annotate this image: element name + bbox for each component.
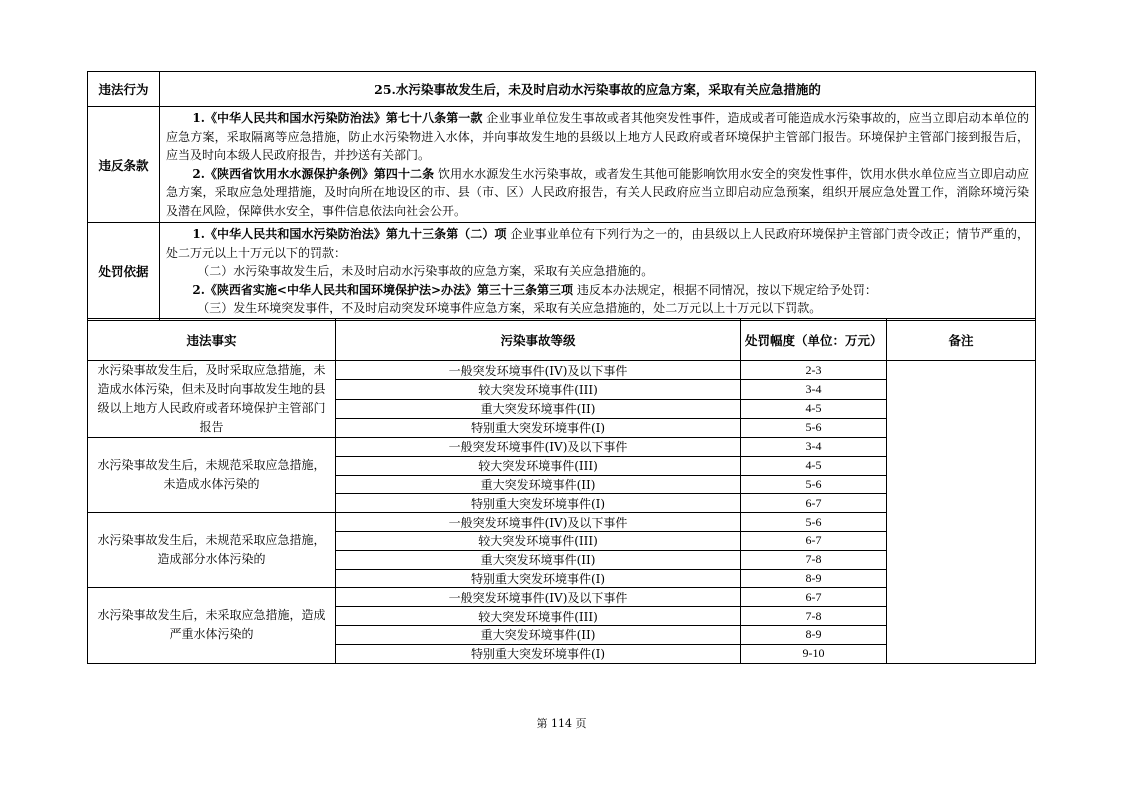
penalty-basis-text	[160, 223, 1036, 321]
range-cell: 4-5	[741, 456, 887, 475]
basis-2-sub-item: （三）发生环境突发事件，不及时启动突发环境事件应急方案，采取有关应急措施的，处二万元以上十万元以下罚款。	[197, 301, 822, 315]
violated-provisions-label: 违反条款	[88, 107, 160, 223]
range-cell: 3-4	[741, 438, 887, 457]
provision-1-heading: 1.《中华人民共和国水污染防治法》第七十八条第一款	[192, 111, 483, 125]
basis-2-body: 违反本办法规定，根据不同情况，按以下规定给予处罚：	[576, 282, 877, 297]
range-cell: 6-7	[741, 531, 887, 550]
fact-cell: 水污染事故发生后，未采取应急措施，造成严重水体污染的	[88, 588, 336, 663]
note-cell	[887, 361, 1036, 664]
header-note: 备注	[887, 319, 1036, 361]
level-cell: 较大突发环境事件(III)	[336, 531, 741, 550]
range-cell: 6-7	[741, 588, 887, 607]
level-cell: 较大突发环境事件(III)	[336, 380, 741, 399]
violated-provisions-text	[160, 107, 1036, 223]
violation-label: 违法行为	[88, 72, 160, 107]
level-cell: 一般突发环境事件(IV)及以下事件	[336, 438, 741, 457]
range-cell: 5-6	[741, 513, 887, 532]
level-cell: 特别重大突发环境事件(I)	[336, 418, 741, 437]
provision-2-heading: 2.《陕西省饮用水水源保护条例》第四十二条	[192, 166, 435, 181]
provision-2-body: 饮用水水源发生水污染事故，或者发生其他可能影响饮用水安全的突发性事件，饮用水供水单位应当立即启动应急方案，采取应急处理措施，及时向所在地设区的市、县（市、区）人民政府报告，有关人民政府应当立即启动应急预案，组织开展应急处置工作，消除环境污染及潜在风险，保障供水安全，事件信息依法向社会公开。	[166, 166, 1029, 218]
range-cell: 5-6	[741, 418, 887, 437]
header-range: 处罚幅度（单位：万元）	[741, 319, 887, 361]
level-cell: 较大突发环境事件(III)	[336, 607, 741, 626]
table-row	[88, 361, 1036, 380]
basis-1-body: 企业事业单位有下列行为之一的，由县级以上人民政府环境保护主管部门责令改正；情节严重的，处二万元以上十万元以下的罚款：	[166, 227, 1029, 260]
range-cell: 2-3	[741, 361, 887, 380]
fact-cell: 水污染事故发生后，及时采取应急措施，未造成水体污染，但未及时向事故发生地的县级以上地方人民政府或者环境保护主管部门报告	[88, 361, 336, 438]
level-cell: 较大突发环境事件(III)	[336, 456, 741, 475]
range-cell: 5-6	[741, 475, 887, 494]
fact-cell: 水污染事故发生后，未规范采取应急措施，造成部分水体污染的	[88, 513, 336, 588]
level-cell: 特别重大突发环境事件(I)	[336, 494, 741, 513]
level-cell: 特别重大突发环境事件(I)	[336, 569, 741, 588]
level-cell: 重大突发环境事件(II)	[336, 550, 741, 569]
level-cell: 一般突发环境事件(IV)及以下事件	[336, 588, 741, 607]
level-cell: 重大突发环境事件(II)	[336, 475, 741, 494]
range-cell: 8-9	[741, 625, 887, 644]
violation-title: 25.水污染事故发生后，未及时启动水污染事故的应急方案，采取有关应急措施的	[160, 72, 1036, 107]
range-cell: 6-7	[741, 494, 887, 513]
level-cell: 一般突发环境事件(IV)及以下事件	[336, 513, 741, 532]
level-cell: 一般突发环境事件(IV)及以下事件	[336, 361, 741, 380]
range-cell: 8-9	[741, 569, 887, 588]
page-number: 第 114 页	[536, 717, 587, 730]
range-cell: 4-5	[741, 399, 887, 418]
penalty-basis-label: 处罚依据	[88, 223, 160, 321]
basis-1-heading: 1.《中华人民共和国水污染防治法》第九十三条第（二）项	[192, 227, 507, 241]
range-cell: 7-8	[741, 607, 887, 626]
penalty-grid-table	[87, 318, 1036, 664]
provision-table	[87, 71, 1036, 321]
range-cell: 3-4	[741, 380, 887, 399]
level-cell: 重大突发环境事件(II)	[336, 625, 741, 644]
provision-1-body: 企业事业单位发生事故或者其他突发性事件，造成或者可能造成水污染事故的，应当立即启动本单位的应急方案，采取隔离等应急措施，防止水污染物进入水体，并向事故发生地的县级以上地方人民政府或者环境保护主管部门报告。环境保护主管部门接到报告后，应当及时向本级人民政府报告，并抄送有关部门。	[166, 111, 1030, 162]
level-cell: 重大突发环境事件(II)	[336, 399, 741, 418]
range-cell: 7-8	[741, 550, 887, 569]
fact-cell: 水污染事故发生后，未规范采取应急措施，未造成水体污染的	[88, 438, 336, 513]
basis-1-sub-item: （二）水污染事故发生后，未及时启动水污染事故的应急方案，采取有关应急措施的。	[197, 264, 654, 278]
basis-2-heading: 2.《陕西省实施<中华人民共和国环境保护法>办法》第三十三条第三项	[192, 282, 574, 297]
header-level: 污染事故等级	[336, 319, 741, 361]
header-fact: 违法事实	[88, 319, 336, 361]
level-cell: 特别重大突发环境事件(I)	[336, 644, 741, 663]
range-cell: 9-10	[741, 644, 887, 663]
